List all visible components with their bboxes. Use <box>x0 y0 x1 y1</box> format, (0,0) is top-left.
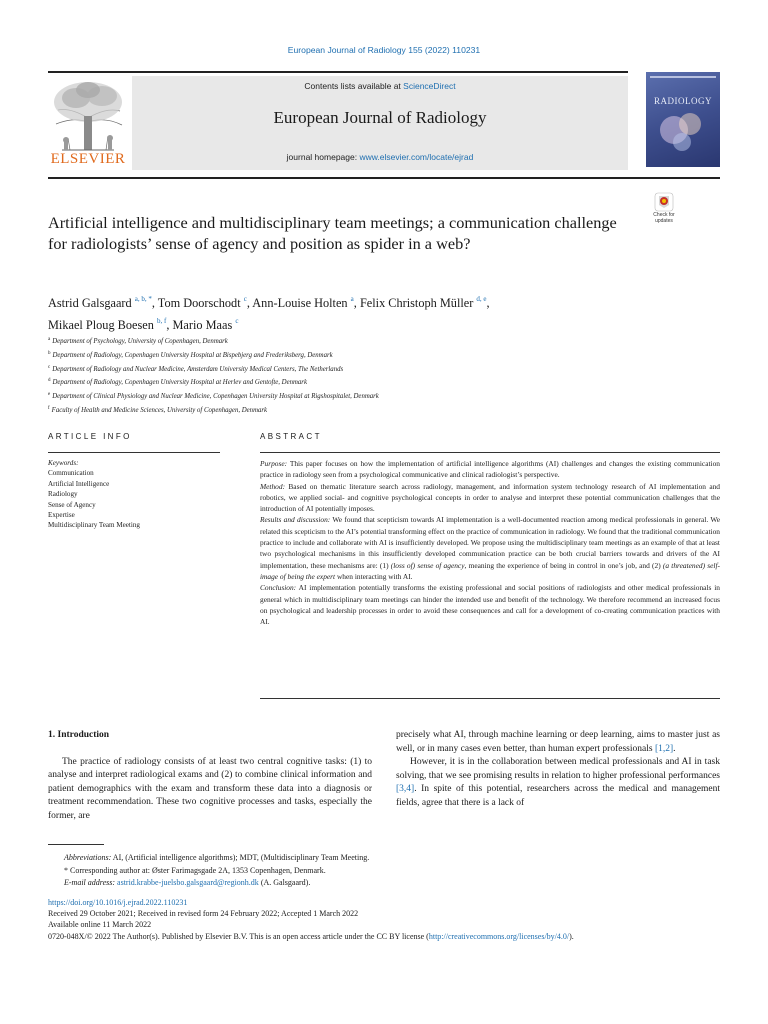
affiliation-item <box>48 362 688 376</box>
abstract-heading: ABSTRACT <box>260 432 322 441</box>
author-affil-marker[interactable]: b, f <box>156 317 167 325</box>
author-affil-marker[interactable]: a <box>350 295 354 303</box>
tree-logo-icon <box>48 78 128 152</box>
license-line <box>48 931 728 942</box>
journal-cover-image[interactable] <box>646 72 720 167</box>
author-separator: , <box>486 296 490 310</box>
keyword-item: Sense of Agency <box>48 500 96 509</box>
author-separator: , <box>166 318 173 332</box>
purpose-text: This paper focuses on how the implementation of artificial intelligence algorithms (AI) challenges and changes the existing communication practice in radiology seen from a psychological communicative and clinical radiologist’s perspective. <box>260 459 720 480</box>
cover-title: RADIOLOGY <box>654 96 712 106</box>
journal-homepage-link[interactable]: www.elsevier.com/locate/ejrad <box>359 152 474 162</box>
check-for-updates-button[interactable] <box>646 192 682 228</box>
affiliation-text: Faculty of Health and Medicine Sciences, University of Copenhagen, Denmark <box>51 406 268 414</box>
affiliation-key: f <box>48 405 50 411</box>
abbreviations-text: AI, (Artificial intelligence algorithms); MDT, (Multidisciplinary Team Meeting. <box>111 853 370 862</box>
affiliation-key: e <box>48 392 51 398</box>
affiliation-text: Department of Clinical Physiology and Nuclear Medicine, Copenhagen University Hospital at Rigshospitalet, Denmark <box>52 393 379 401</box>
abstract-bottom-rule <box>260 698 720 699</box>
author-name[interactable]: Astrid Galsgaard <box>48 296 132 310</box>
affiliation-item <box>48 348 688 362</box>
results-emphasis: (loss of) sense of agency <box>390 560 465 570</box>
email-label: E-mail address: <box>64 878 116 887</box>
affiliation-item <box>48 389 688 403</box>
license-link[interactable]: http://creativecommons.org/licenses/by/4.0/ <box>428 931 570 941</box>
article-title: Artificial intelligence and multidisciplinary team meetings; a communication challenge for radiologists’ sense of agency and position as spider in a web? <box>48 213 617 253</box>
keyword-item: Expertise <box>48 511 75 520</box>
citation-link[interactable]: [1,2] <box>654 743 674 754</box>
results-emphasis: (a threatened) self-image of being the expert <box>260 560 721 581</box>
results-text: We found that scepticism towards AI implementation is a well-documented reaction among medical professionals in general. We related this scepticism to the AI’s potential transforming effect on the practice of communication in radiology. We found that the traditional communication practice to include and collaborate with AI is insufficiently developed. We propose using the multidisciplinary team meetings as an example of that at least two psychological mechanisms in this insufficiently developed communication practice can be both crucial barriers towards and drivers of the AI implementation, these mechanisms are: (1) <box>260 515 720 570</box>
method-label: Method: <box>260 481 286 491</box>
check-updates-label: Check for updates <box>653 212 675 224</box>
affiliation-text: Department of Radiology and Nuclear Medicine, Amsterdam University Medical Centers, The Netherlands <box>52 365 344 373</box>
author-name[interactable]: Ann-Louise Holten <box>252 296 348 310</box>
body-left-column <box>48 729 372 824</box>
keywords-label: Keywords: <box>48 459 79 467</box>
received-dates: Received 29 October 2021; Received in revised form 24 February 2022; Accepted 1 March 2022 <box>48 909 359 919</box>
body-paragraph: The practice of radiology consists of at least two central cognitive tasks: (1) to analyse and interpret radiological exams and (2) to combine clinical information and patient demographics with the exam and transform these data into a diagnosis or treatment recommendation. These two cognitive processes and tasks, especially the former, are <box>48 756 372 821</box>
conclusion-label: Conclusion: <box>260 583 297 593</box>
author-affil-marker[interactable]: a, b, * <box>134 295 152 303</box>
publication-info <box>48 897 728 942</box>
keyword-item: Artificial Intelligence <box>48 479 110 488</box>
author-affil-marker[interactable]: c <box>235 317 239 325</box>
affiliation-list <box>48 334 688 417</box>
section-heading-introduction: 1. Introduction <box>48 730 110 740</box>
keywords-block <box>48 458 220 531</box>
journal-header-panel <box>132 76 628 170</box>
license-suffix: ). <box>569 931 574 941</box>
abstract-rule <box>260 452 720 453</box>
abstract-conclusion <box>260 582 720 627</box>
sciencedirect-link[interactable]: ScienceDirect <box>403 81 456 91</box>
cover-art-icon <box>646 72 720 167</box>
affiliation-text: Department of Psychology, University of Copenhagen, Denmark <box>52 338 228 345</box>
abbreviations-note <box>64 852 704 865</box>
paragraph-text: precisely what AI, through machine learning or deep learning, aims to master just as well, or in many cases even better, than human expert professionals <box>396 730 720 754</box>
results-text: when interacting with AI. <box>335 571 413 581</box>
keyword-item: Multidisciplinary Team Meeting <box>48 521 140 530</box>
license-prefix: 0720-048X/© 2022 The Author(s). Published by Elsevier B.V. This is an open access article under the CC BY license ( <box>48 931 429 941</box>
author-list <box>48 290 688 334</box>
article-info-heading: ARTICLE INFO <box>48 432 132 441</box>
homepage-line <box>132 152 628 162</box>
abstract-method <box>260 481 720 515</box>
keyword-item: Communication <box>48 469 94 478</box>
affiliation-text: Department of Radiology, Copenhagen University Hospital at Bispebjerg and Frederiksberg, Denmark <box>52 351 333 359</box>
paragraph-text: . <box>673 743 676 754</box>
journal-title: European Journal of Radiology <box>273 108 487 127</box>
contents-prefix: Contents lists available at <box>304 81 404 91</box>
email-link[interactable]: astrid.krabbe-juelsbo.galsgaard@regionh.dk <box>117 878 259 887</box>
abbreviations-label: Abbreviations: <box>64 853 112 862</box>
elsevier-wordmark: ELSEVIER <box>50 151 126 167</box>
author-separator: , <box>151 296 158 310</box>
author-separator: , <box>353 296 360 310</box>
affiliation-key: d <box>48 378 51 384</box>
body-right-column <box>396 729 720 811</box>
affiliation-item <box>48 375 688 389</box>
body-paragraph <box>396 729 720 756</box>
affiliation-item <box>48 334 688 348</box>
abstract-results <box>260 514 720 582</box>
publisher-logo[interactable] <box>48 78 128 168</box>
corresponding-author-note: * Corresponding author at: Øster Farimagsgade 2A, 1353 Copenhagen, Denmark. <box>64 865 326 875</box>
header-bottom-rule <box>48 177 720 179</box>
results-label: Results and discussion: <box>260 515 331 525</box>
author-affil-marker[interactable]: d, e <box>476 295 487 303</box>
author-affil-marker[interactable]: c <box>243 295 247 303</box>
affiliation-key: a <box>48 337 51 342</box>
affiliation-key: c <box>48 364 51 370</box>
author-name[interactable]: Mikael Ploug Boesen <box>48 318 154 332</box>
journal-reference[interactable]: European Journal of Radiology 155 (2022) 110231 <box>287 45 481 55</box>
author-name[interactable]: Tom Doorschodt <box>157 296 241 310</box>
contents-line <box>132 81 628 91</box>
online-date: Available online 11 March 2022 <box>48 920 152 930</box>
email-note <box>64 877 704 890</box>
doi-link[interactable]: https://doi.org/10.1016/j.ejrad.2022.110231 <box>48 898 188 907</box>
paragraph-text: However, it is in the collaboration between medical professionals and AI in task solving, that we see promising results in relation to higher professional performances <box>396 757 720 781</box>
author-name[interactable]: Mario Maas <box>172 318 233 332</box>
method-text: Based on thematic literature search across radiology, management, and information system technology research of AI implementation and robotics, we applied social- and cognitive psychological concepts in order to analyse and interpret these potential communication challenges that the introduction of AI potentially imposes. <box>260 481 720 514</box>
footnote-rule <box>48 844 104 845</box>
affiliation-text: Department of Radiology, Copenhagen University Hospital at Herlev and Gentofte, Denmark <box>52 379 307 387</box>
homepage-prefix: journal homepage: <box>286 152 360 162</box>
citation-link[interactable]: [3,4] <box>396 784 415 795</box>
results-text: , meaning the experience of being in control in one’s job, and (2) <box>464 560 663 570</box>
paragraph-text: . In spite of this potential, researchers across the medical and management fields, agree that there is a lack of <box>396 784 720 808</box>
conclusion-text: AI implementation potentially transforms the existing professional and social positions of radiologists and other medical professionals in general which in multidisciplinary team meetings can hinder the intended use and benefit of the technology. We therefore recommend an increased focus on psychological and leadership processes in order to avoid these consequences and call for a development of co-creating communication practices with AI. <box>260 583 720 627</box>
abstract-body <box>260 458 720 627</box>
email-suffix: (A. Galsgaard). <box>258 878 311 887</box>
author-name[interactable]: Felix Christoph Müller <box>359 296 474 310</box>
keyword-item: Radiology <box>48 490 78 499</box>
body-paragraph <box>396 756 720 810</box>
purpose-label: Purpose: <box>260 459 288 468</box>
abstract-purpose <box>260 458 720 481</box>
check-updates-icon <box>654 192 674 212</box>
header-top-rule <box>48 71 628 73</box>
article-info-rule <box>48 452 220 453</box>
footnotes <box>64 852 704 890</box>
author-separator: , <box>246 296 253 310</box>
affiliation-key: b <box>48 350 51 356</box>
affiliation-item <box>48 403 688 417</box>
